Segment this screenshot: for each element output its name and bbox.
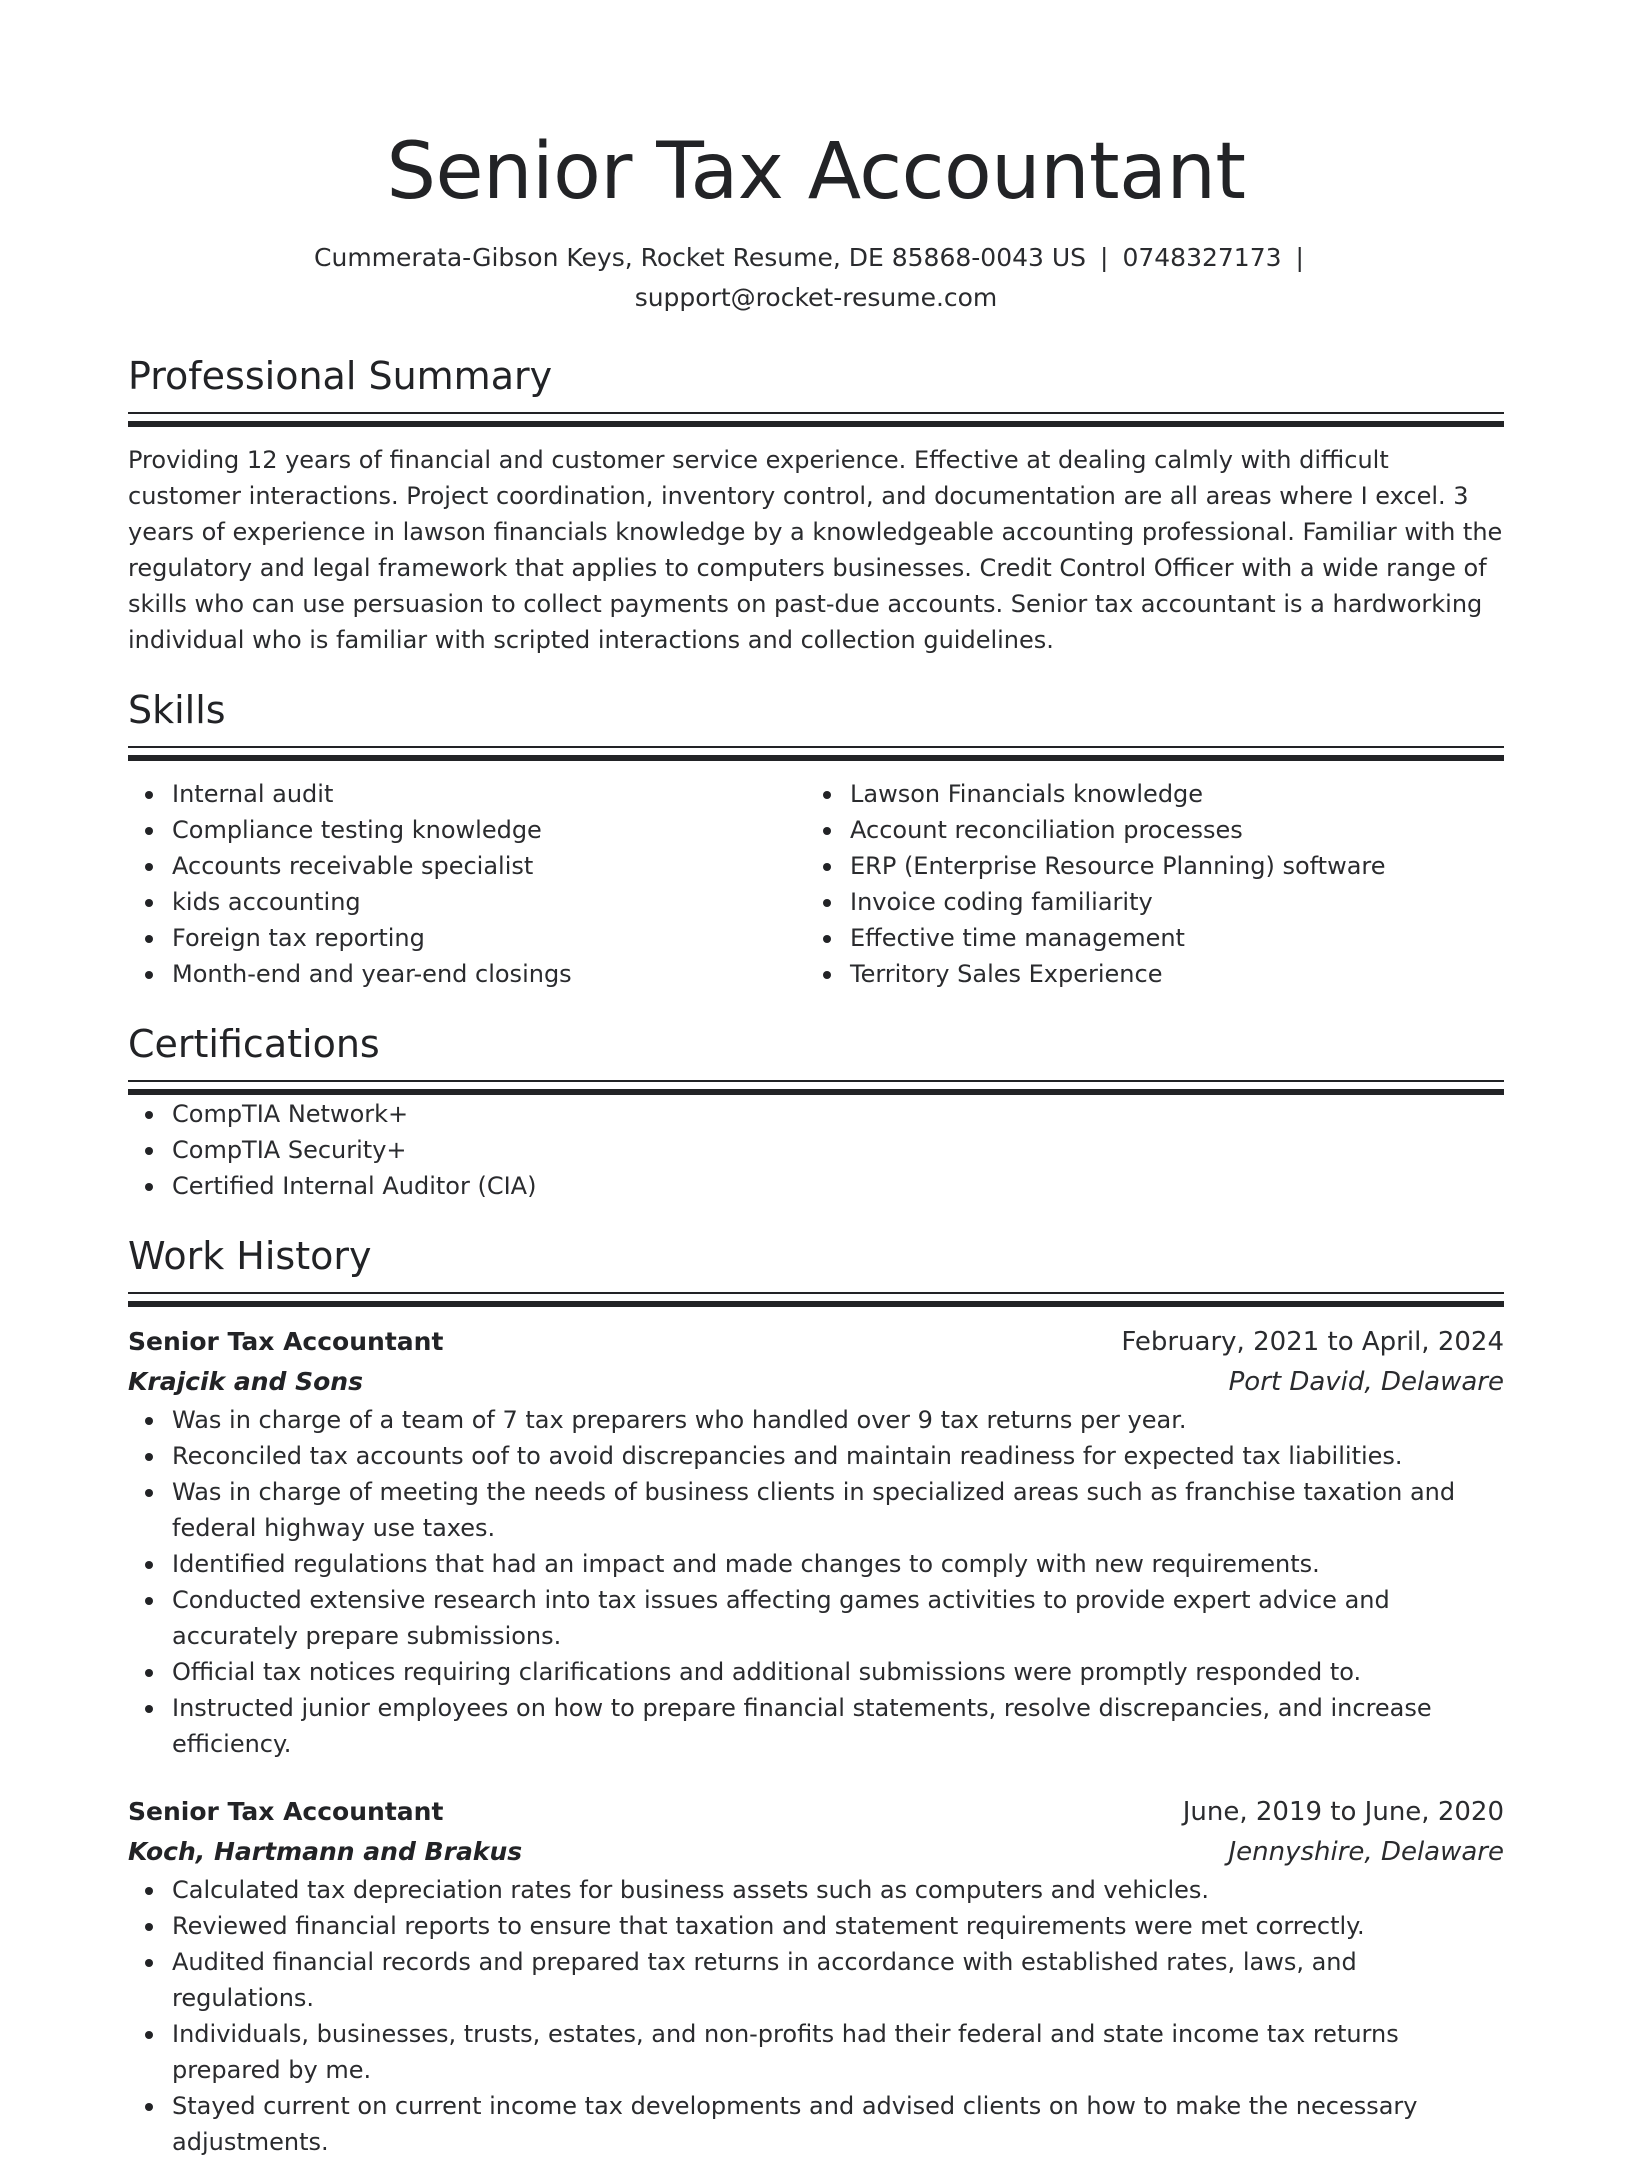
job-dates: February, 2021 to April, 2024: [1121, 1327, 1504, 1357]
skills-column-left: [128, 776, 806, 992]
skills-grid: [128, 776, 1504, 992]
job-duty-item: Official tax notices requiring clarifications and additional submissions were promptly responded to.: [172, 1654, 1504, 1690]
job-duty-item: Was in charge of meeting the needs of business clients in specialized areas such as franchise taxation and federal highway use taxes.: [172, 1474, 1504, 1546]
section-title-skills: Skills: [128, 688, 226, 732]
job-duties: [128, 1402, 1504, 1762]
job-location: Port David, Delaware: [1228, 1367, 1504, 1397]
contact-separator: |: [1100, 243, 1109, 272]
skill-item: Account reconciliation processes: [850, 812, 1484, 848]
resume-page: [128, 0, 1504, 2160]
job-duty-item: Reconciled tax accounts oof to avoid discrepancies and maintain readiness for expected tax liabilities.: [172, 1438, 1504, 1474]
skill-item: Invoice coding familiarity: [850, 884, 1484, 920]
skill-item: Accounts receivable specialist: [172, 848, 806, 884]
section-title-summary: Professional Summary: [128, 354, 553, 398]
contact-line-1: [128, 238, 1504, 278]
contact-address: Cummerata-Gibson Keys, Rocket Resume, DE 85868-0043 US: [314, 243, 1087, 272]
skill-item: Internal audit: [172, 776, 806, 812]
section-divider: [128, 1080, 1504, 1096]
section-divider: [128, 1292, 1504, 1308]
job-header: [128, 1322, 1504, 1362]
job-dates: June, 2019 to June, 2020: [1182, 1797, 1504, 1827]
job-title: Senior Tax Accountant: [128, 1797, 444, 1826]
contact-info: [128, 238, 1504, 318]
job-company: Krajcik and Sons: [128, 1367, 363, 1396]
job-duty-item: Calculated tax depreciation rates for business assets such as computers and vehicles.: [172, 1872, 1504, 1908]
certifications-section: [128, 1020, 1504, 1204]
contact-phone: 0748327173: [1122, 243, 1282, 272]
skill-item: Territory Sales Experience: [850, 956, 1484, 992]
job-subheader: [128, 1832, 1504, 1872]
job-duty-item: Conducted extensive research into tax issues affecting games activities to provide expert advice and accurately prepare submissions.: [172, 1582, 1504, 1654]
section-divider: [128, 746, 1504, 762]
job-duty-item: Reviewed financial reports to ensure that taxation and statement requirements were met correctly.: [172, 1908, 1504, 1944]
certification-item: CompTIA Security+: [172, 1132, 1504, 1168]
job-duty-item: Stayed current on current income tax developments and advised clients on how to make the necessary adjustments.: [172, 2088, 1504, 2160]
job-duty-item: Audited financial records and prepared tax returns in accordance with established rates, laws, and regulations.: [172, 1944, 1504, 2016]
job-duties: [128, 1872, 1504, 2160]
section-divider: [128, 412, 1504, 428]
job-duty-item: Identified regulations that had an impact and made changes to comply with new requirements.: [172, 1546, 1504, 1582]
skills-section: [128, 686, 1504, 992]
certification-item: CompTIA Network+: [172, 1096, 1504, 1132]
summary-text: Providing 12 years of financial and customer service experience. Effective at dealing calmly with difficult customer interactions. Project coordination, inventory control, and documentation are all areas where I excel. 3 years of experience in lawson financials knowledge by a knowledgeable accounting professional. Familiar with the regulatory and legal framework that applies to computers businesses. Credit Control Officer with a wide range of skills who can use persuasion to collect payments on past-due accounts. Senior tax accountant is a hardworking individual who is familiar with scripted interactions and collection guidelines.: [128, 446, 1503, 654]
skill-item: ERP (Enterprise Resource Planning) software: [850, 848, 1484, 884]
job-subheader: [128, 1362, 1504, 1402]
skills-column-right: [806, 776, 1484, 992]
skill-item: Lawson Financials knowledge: [850, 776, 1484, 812]
section-title-work-history: Work History: [128, 1234, 372, 1278]
job-header: [128, 1792, 1504, 1832]
job-entry: [128, 1322, 1504, 1762]
job-duty-item: Individuals, businesses, trusts, estates, and non-profits had their federal and state income tax returns prepared by me.: [172, 2016, 1504, 2088]
skill-item: kids accounting: [172, 884, 806, 920]
resume-title: Senior Tax Accountant: [386, 127, 1246, 217]
job-title: Senior Tax Accountant: [128, 1327, 444, 1356]
job-company: Koch, Hartmann and Brakus: [128, 1837, 523, 1866]
certification-item: Certified Internal Auditor (CIA): [172, 1168, 1504, 1204]
work-history-section: [128, 1232, 1504, 2160]
skill-item: Effective time management: [850, 920, 1484, 956]
job-duty-item: Was in charge of a team of 7 tax preparers who handled over 9 tax returns per year.: [172, 1402, 1504, 1438]
job-location: Jennyshire, Delaware: [1228, 1837, 1504, 1867]
certification-list: [128, 1096, 1504, 1204]
contact-email: support@rocket-resume.com: [634, 283, 998, 312]
contact-separator: |: [1295, 243, 1304, 272]
summary-section: [128, 352, 1504, 658]
job-entry: [128, 1792, 1504, 2160]
contact-line-2: [128, 278, 1504, 318]
skill-item: Month-end and year-end closings: [172, 956, 806, 992]
skill-item: Compliance testing knowledge: [172, 812, 806, 848]
skill-item: Foreign tax reporting: [172, 920, 806, 956]
job-duty-item: Instructed junior employees on how to prepare financial statements, resolve discrepancies, and increase efficiency.: [172, 1690, 1504, 1762]
section-title-certifications: Certifications: [128, 1022, 380, 1066]
